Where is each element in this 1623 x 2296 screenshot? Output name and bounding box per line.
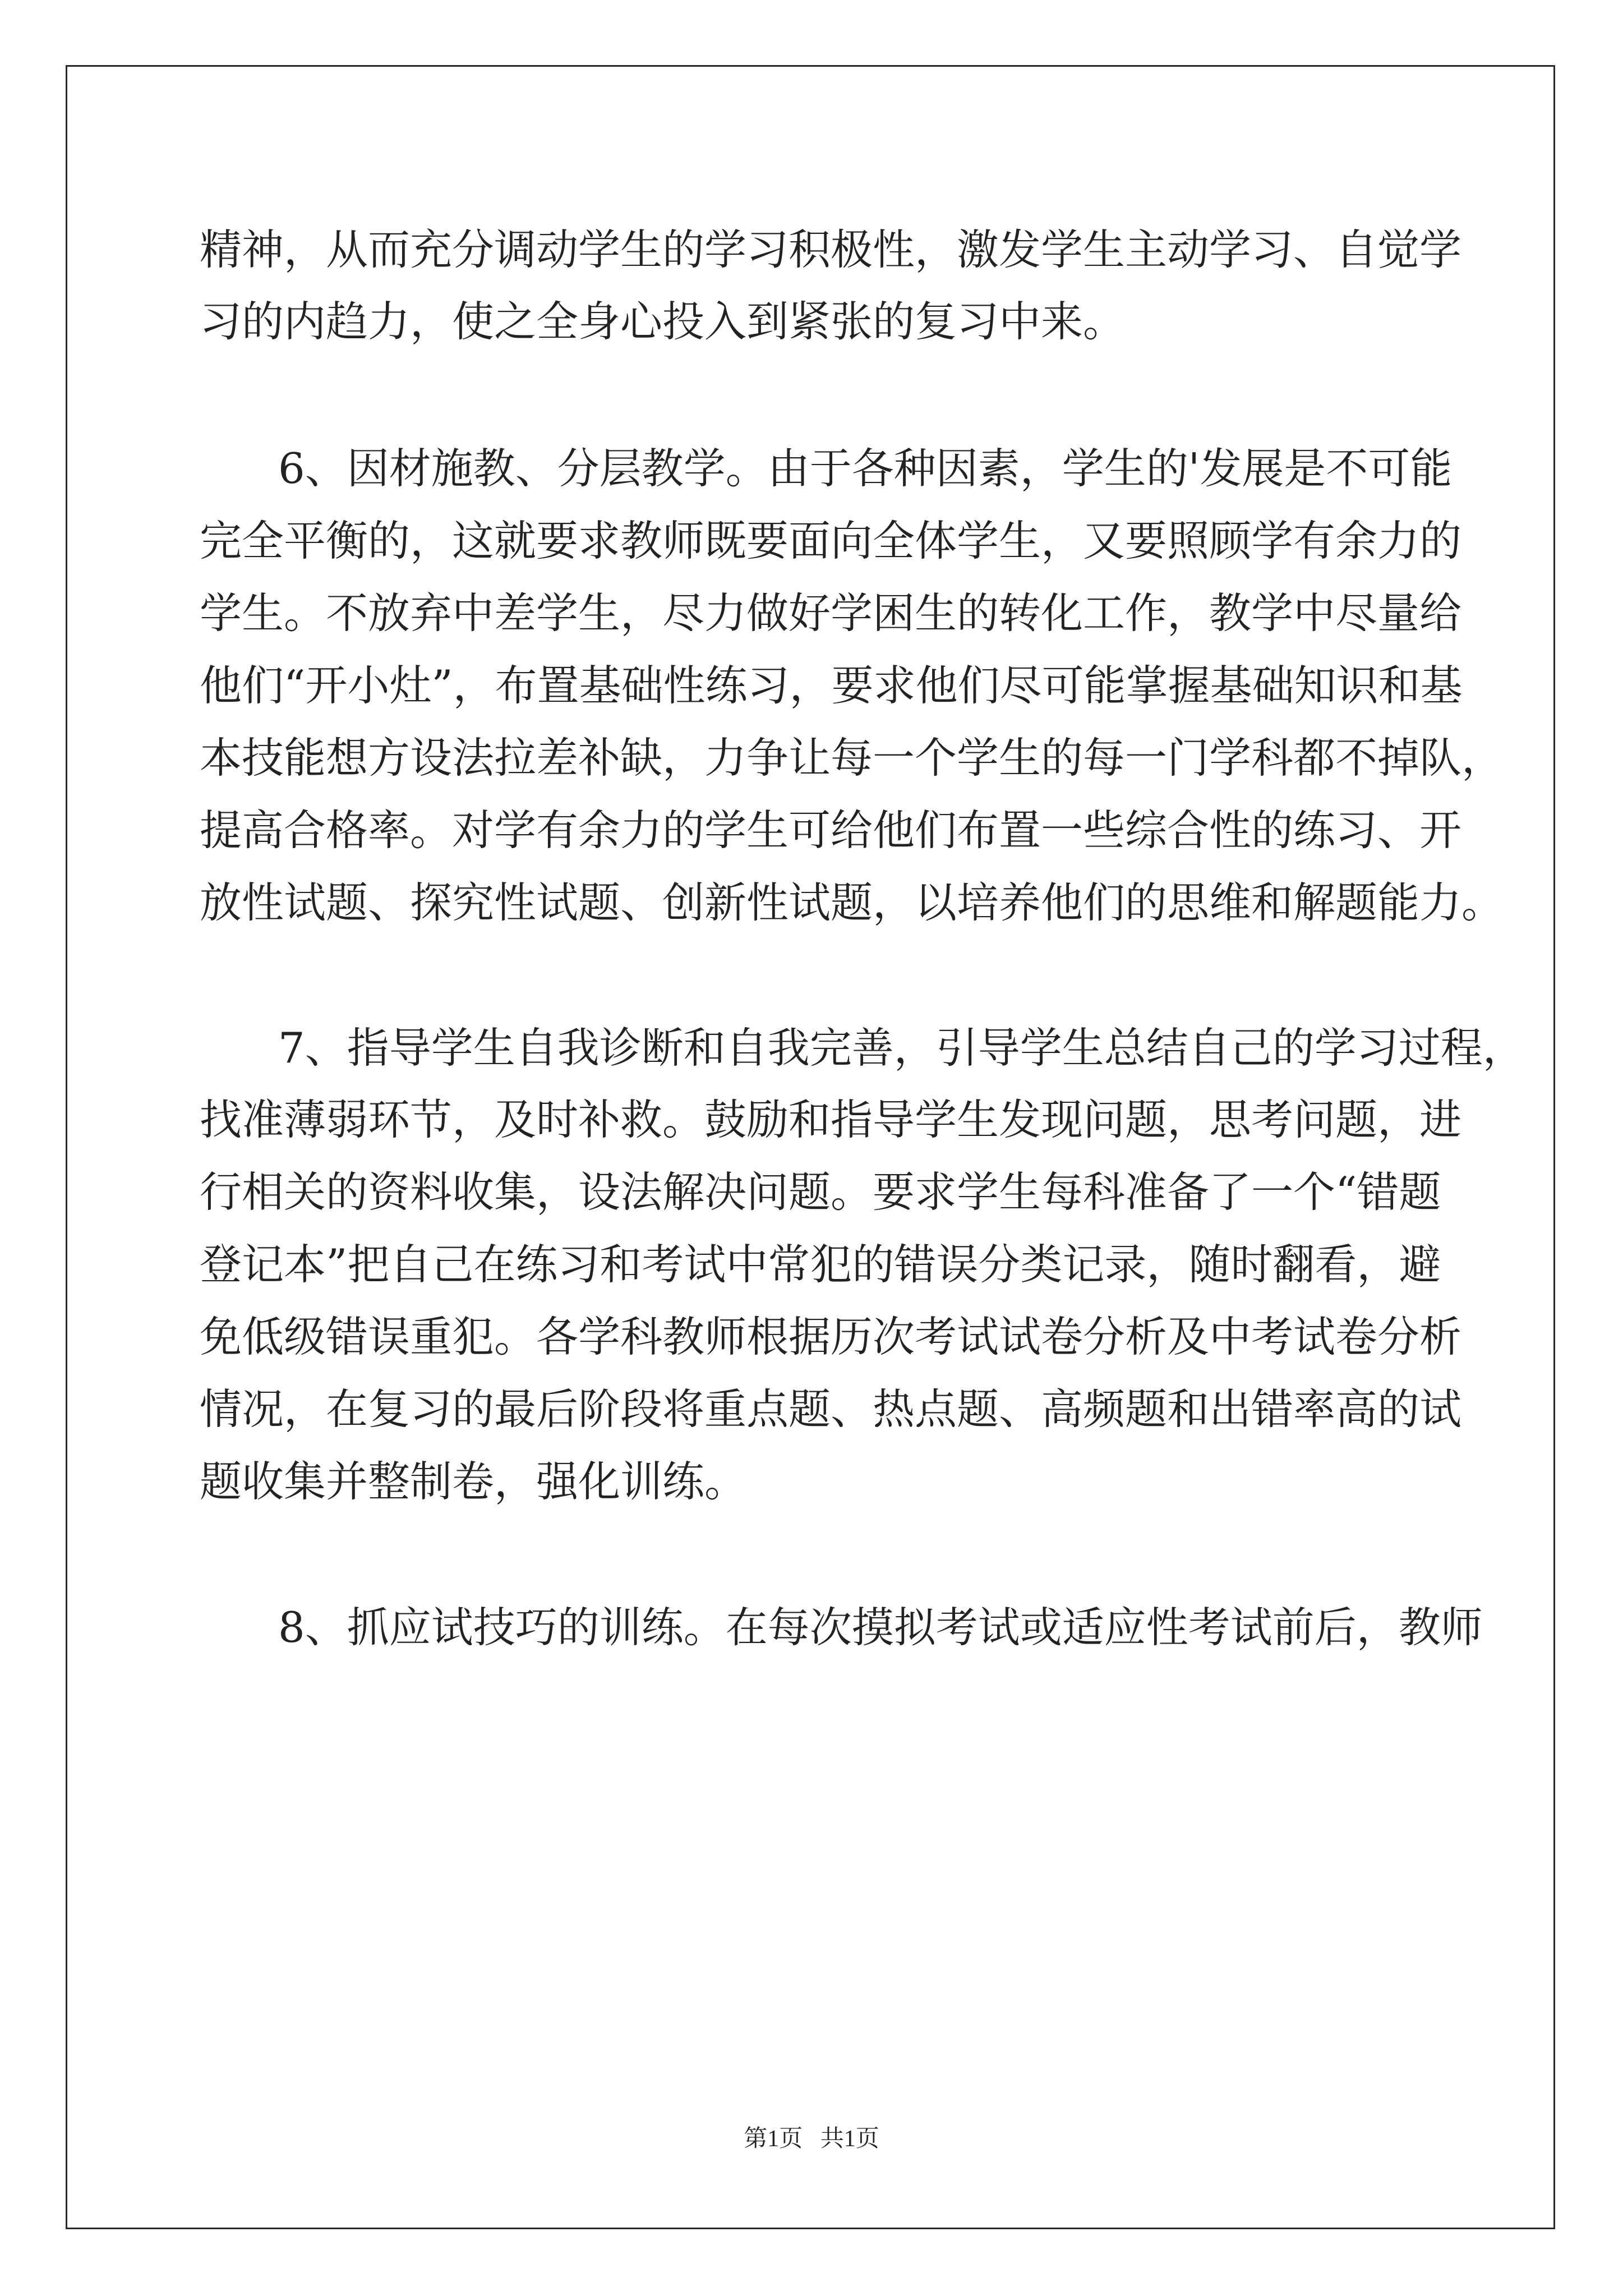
text-line: 他们“开小灶”，布置基础性练习，要求他们尽可能掌握基础知识和基: [200, 661, 1463, 710]
text-line: 精神，从而充分调动学生的学习积极性，激发学生主动学习、自觉学: [200, 225, 1462, 274]
text-line: 题收集并整制卷，强化训练。: [200, 1457, 747, 1506]
text-line: 习的内趋力，使之全身心投入到紧张的复习中来。: [200, 297, 1126, 346]
text-line: 放性试题、探究性试题、创新性试题，以培养他们的思维和解题能力。: [200, 878, 1504, 927]
text-line: 完全平衡的，这就要求教师既要面向全体学生，又要照顾学有余力的: [200, 516, 1462, 565]
text-line: 学生。不放弃中差学生，尽力做好学困生的转化工作，教学中尽量给: [200, 588, 1462, 638]
text-line: 找准薄弱环节，及时补救。鼓励和指导学生发现问题，思考问题，进: [200, 1095, 1462, 1144]
paragraph-start-line: 8、抓应试技巧的训练。在每次摸拟考试或适应性考试前后，教师: [278, 1603, 1483, 1652]
text-line: 提高合格率。对学有余力的学生可给他们布置一些综合性的练习、开: [200, 806, 1462, 855]
text-line: 情况，在复习的最后阶段将重点题、热点题、高频题和出错率高的试: [200, 1384, 1462, 1434]
text-line: 本技能想方设法拉差补缺，力争让每一个学生的每一门学科都不掉队，: [200, 733, 1504, 783]
paragraph-start-line: 6、因材施教、分层教学。由于各种因素，学生的'发展是不可能: [278, 444, 1453, 493]
paragraph-start-line: 7、指导学生自我诊断和自我完善，引导学生总结自己的学习过程，: [278, 1023, 1525, 1073]
page-number-footer: 第1页 共1页: [744, 2126, 879, 2152]
text-line: 登记本”把自己在练习和考试中常犯的错误分类记录，随时翻看，避: [200, 1240, 1441, 1289]
text-line: 免低级错误重犯。各学科教师根据历次考试试卷分析及中考试卷分析: [200, 1312, 1462, 1361]
text-line: 行相关的资料收集，设法解决问题。要求学生每科准备了一个“错题: [200, 1167, 1441, 1217]
